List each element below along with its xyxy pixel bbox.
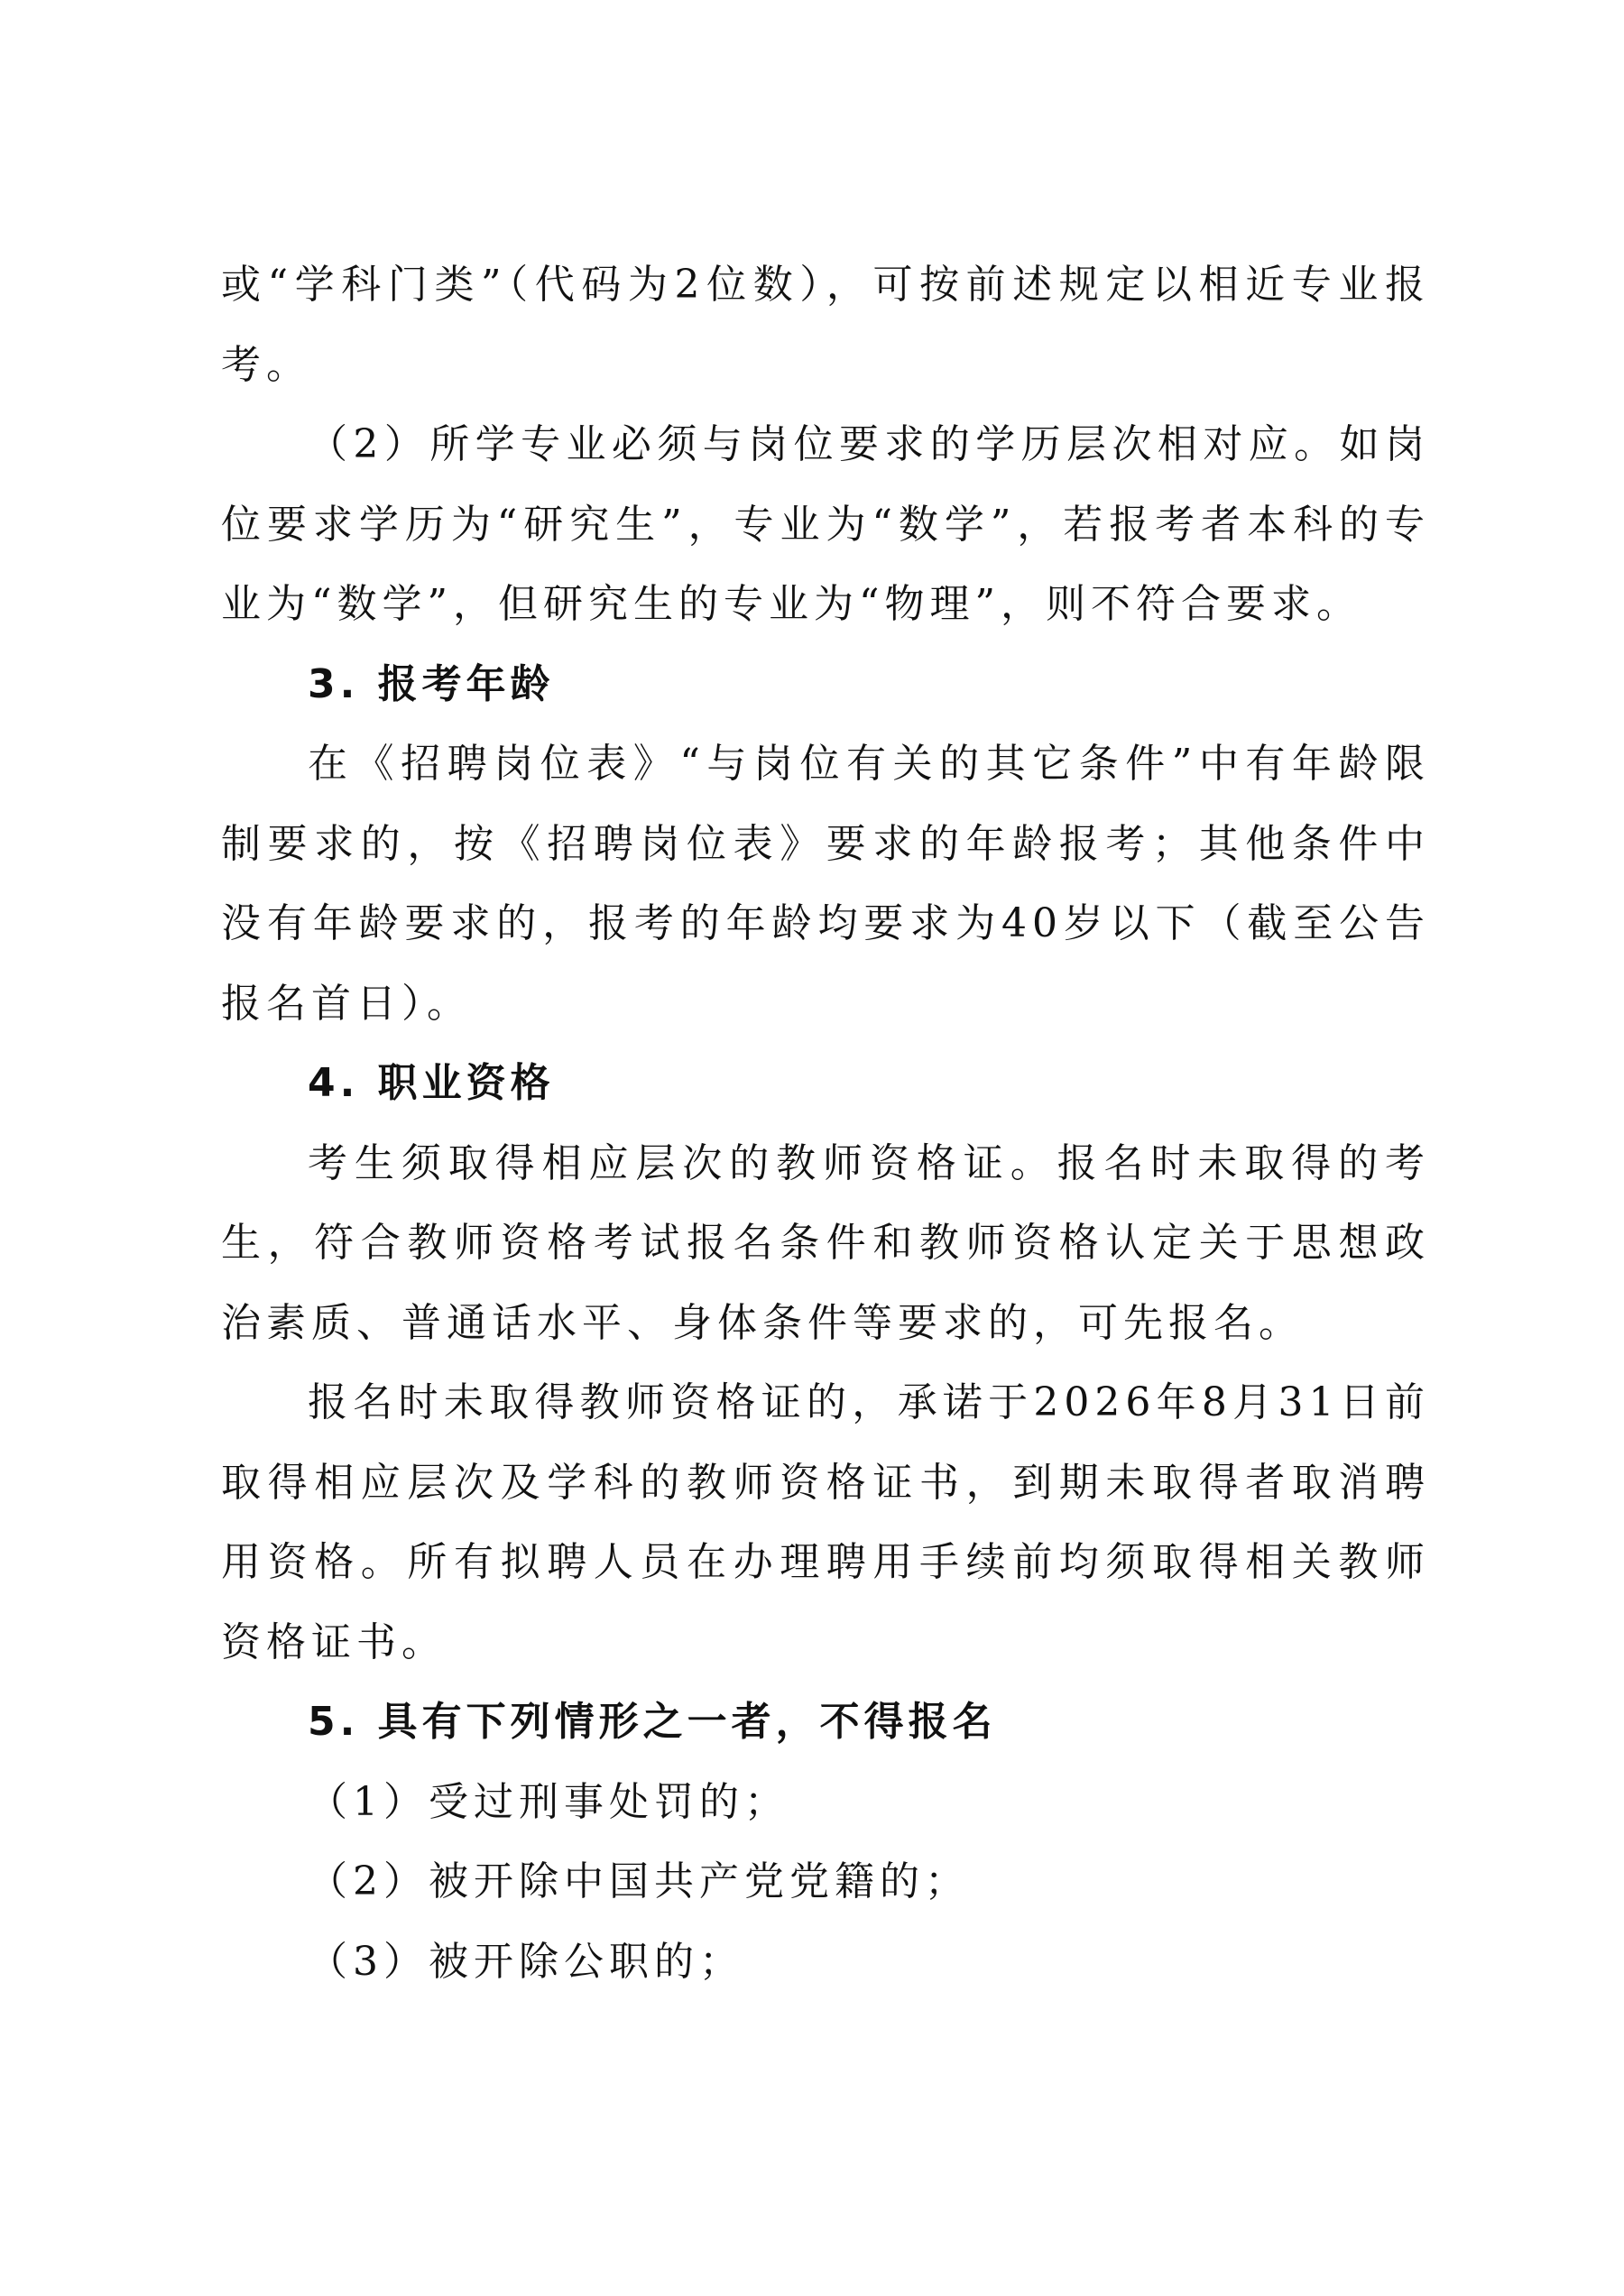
list-item-dismissal: （3）被开除公职的；	[308, 1938, 744, 1985]
paragraph-qualification-1: 考生须取得相应层次的教师资格证。报名时未取得的考生，符合教师资格考试报名条件和教师资格认定关于思想政治素质、普通话水平、身体条件等要求的，可先报名。	[221, 1139, 1430, 1346]
paragraph-age: 在《招聘岗位表》“与岗位有关的其它条件”中有年龄限制要求的，按《招聘岗位表》要求的年龄报考；其他条件中没有年龄要求的，报考的年龄均要求为40岁以下（截至公告报名首日）。	[221, 741, 1430, 1027]
list-item-criminal: （1）受过刑事处罚的；	[308, 1778, 789, 1825]
heading-qualification: 4. 职业资格	[308, 1060, 555, 1106]
paragraph-continuation: 或“学科门类”（代码为2位数），可按前述规定以相近专业报考。	[221, 262, 1430, 388]
paragraph-major-level: （2）所学专业必须与岗位要求的学历层次相对应。如岗位要求学历为“研究生”，专业为“数学”，若报考者本科的专业为“数学”，但研究生的专业为“物理”，则不符合要求。	[221, 421, 1430, 627]
list-item-party-expulsion: （2）被开除中国共产党党籍的；	[308, 1858, 970, 1904]
document-body	[221, 245, 1430, 2002]
heading-age: 3. 报考年龄	[308, 660, 555, 707]
heading-disqualification: 5. 具有下列情形之一者，不得报名	[308, 1699, 997, 1745]
paragraph-qualification-2: 报名时未取得教师资格证的，承诺于2026年8月31日前取得相应层次及学科的教师资格证书，到期未取得者取消聘用资格。所有拟聘人员在办理聘用手续前均须取得相关教师资格证书。	[221, 1379, 1430, 1665]
